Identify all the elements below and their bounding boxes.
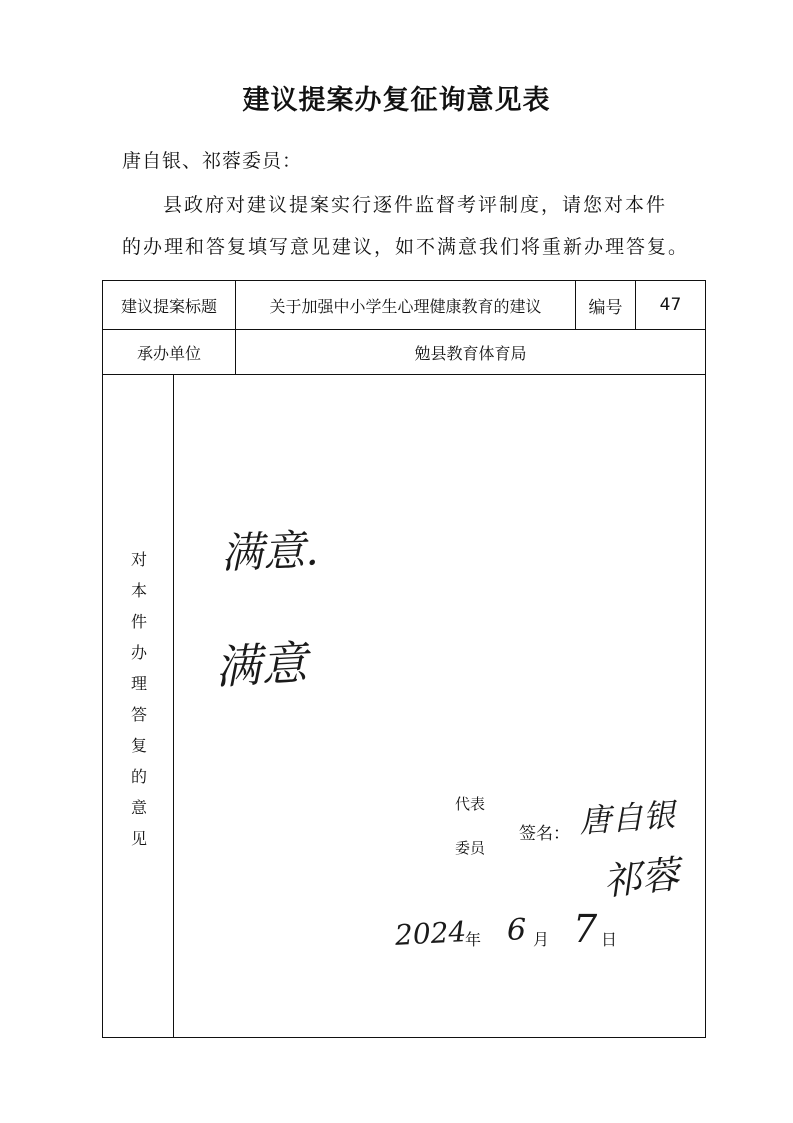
handling-unit-label: 承办单位 <box>136 343 201 363</box>
date-year-suffix: 年 <box>465 930 482 949</box>
intro-line-2: 的办理和答复填写意见建议，如不满意我们将重新办理答复。 <box>122 236 690 258</box>
opinion-label <box>103 375 173 1037</box>
role-label-deputy: 代表 <box>455 795 486 813</box>
handwritten-date-day: 7 <box>573 907 598 951</box>
handwritten-opinion-2: 满意 <box>213 635 309 695</box>
opinion-form-table <box>102 280 706 1038</box>
handwritten-signature-2: 祁蓉 <box>601 852 682 904</box>
handwritten-date-year: 2024 <box>394 915 468 952</box>
salutation: 唐自银、祁蓉委员： <box>122 150 303 172</box>
number-label: 编号 <box>588 297 623 318</box>
document-title: 建议提案办复征询意见表 <box>242 85 551 116</box>
number-value: 47 <box>659 295 682 315</box>
column-divider <box>173 374 174 1037</box>
handwritten-date-month: 6 <box>507 913 527 948</box>
date-month-suffix: 月 <box>533 930 550 949</box>
handwritten-signature-1: 唐自银 <box>577 795 677 841</box>
role-label-member: 委员 <box>455 839 486 857</box>
proposal-title-label: 建议提案标题 <box>120 296 217 316</box>
row-divider <box>103 374 705 375</box>
proposal-title-value: 关于加强中小学生心理健康教育的建议 <box>269 296 542 316</box>
signature-label: 签名： <box>519 824 570 844</box>
date-day-suffix: 日 <box>601 930 618 949</box>
opinion-label-text: 对本件办理答复的意见 <box>128 551 148 861</box>
handwritten-opinion-1: 满意. <box>220 525 320 578</box>
handling-unit-value: 勉县教育体育局 <box>414 343 527 363</box>
intro-line-1: 县政府对建议提案实行逐件监督考评制度，请您对本件 <box>163 194 668 216</box>
